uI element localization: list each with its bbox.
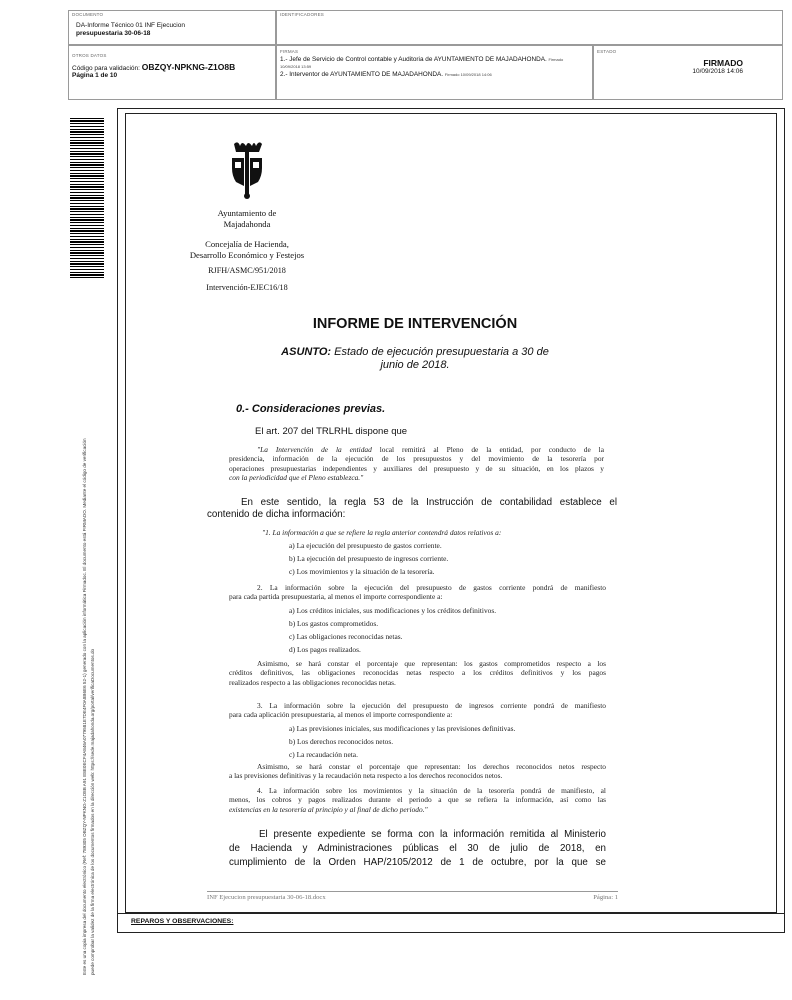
p2-summary: Asimismo, se hará constar el porcentaje que representan: los gastos comprometidos respecto a los créditos definitivos, las obligaciones reconocidas netas respecto a los créditos definitivos y los pagos realizados respecto a las obligaciones reconocidas netas. <box>229 659 606 687</box>
p2-a: a) Los créditos iniciales, sus modificaciones y los créditos definitivos. <box>289 606 497 615</box>
firma-2: 2.- Interventor de AYUNTAMIENTO DE MAJADAHONDA. Firmado 10/09/2018 14:06 <box>280 71 492 78</box>
estado-date: 10/09/2018 14:06 <box>692 68 743 75</box>
letterhead-dept: Concejalía de Hacienda, Desarrollo Económico y Festejos <box>189 239 305 260</box>
p3-block: 3. La información sobre la ejecución del presupuesto de ingresos corriente pondrá de manifiesto para cada aplicación presupuestaria, al menos el importe correspondiente a: <box>229 701 606 720</box>
documento-line1: DA-Informe Técnico 01 INF Ejecucion <box>76 22 185 29</box>
p4-block: 4. La información sobre los movimientos y la situación de la tesorería pondrá de manifiesto, al menos, los cobros y pagos realizados durante el periodo a que se refiera la información, así como las existencias en la tesorería al principio y al final de dicho periodo." <box>229 786 606 814</box>
footer-page: Página: 1 <box>593 894 618 901</box>
p3-a: a) Las previsiones iniciales, sus modificaciones y las previsiones definitivas. <box>289 724 516 733</box>
p2-block: 2. La información sobre la ejecución del presupuesto de gastos corriente pondrá de manifiesto para cada partida presupuestaria, al menos el importe correspondiente a: <box>229 583 606 602</box>
side-validation-text-2: puede comprobar la validez de la firma electrónica de los documentos firmados en la dirección web: https://sede.majadahonda.org/portal/verificaDocumentos.do <box>90 648 95 975</box>
list1-head: "1. La información a que se refiere la regla anterior contendrá datos relativos a: <box>262 528 502 537</box>
side-validation-text-1: Este es una copia impresa del documento electrónico (Ref: 789305 OBZQY-NPKNG-Z1O8B A91 E8E0ECF4A846A0779581E7DE4F0A8B6E6 52-1) generado con la aplicación informática Firmadoc. El documento está FIRMADO. Mediante el código de verificación <box>82 438 87 975</box>
list1-a: a) La ejecución del presupuesto de gastos corriente. <box>289 541 442 550</box>
otros-label: OTROS DATOS <box>72 53 107 58</box>
pagina-label: Página 1 de 10 <box>72 72 118 79</box>
documento-line2: presupuestaria 30-06-18 <box>76 30 151 37</box>
page-title: INFORME DE INTERVENCIÓN <box>312 316 518 332</box>
asunto: ASUNTO: Estado de ejecución presupuestaria a 30 de junio de 2018. <box>281 346 549 371</box>
intro-text: El art. 207 del TRLRHL dispone que <box>255 426 408 437</box>
p2-b: b) Los gastos comprometidos. <box>289 619 379 628</box>
firma-1-date: 10/09/2018 13:59 <box>280 64 312 69</box>
codigo-validacion: Código para validación: OBZQY-NPKNG-Z1O8B <box>72 62 236 72</box>
p2-c: c) Las obligaciones reconocidas netas. <box>289 632 403 641</box>
p2-d: d) Los pagos realizados. <box>289 645 361 654</box>
reparos-divider <box>117 913 785 914</box>
identificadores-label: IDENTIFICADORES <box>280 12 325 17</box>
letterhead-org: Ayuntamiento de Majadahonda <box>217 208 277 229</box>
footer-rule <box>207 891 618 892</box>
letterhead-ref2: Intervención-EJEC16/18 <box>206 283 288 292</box>
list1-c: c) Los movimientos y la situación de la tesorería. <box>289 567 435 576</box>
quote-block: "La Intervención de la entidad local remitirá al Pleno de la entidad, por conducto de la presidencia, información de la ejecución de los presupuestos y del movimiento de la tesorería por operaciones presupuestarias independientes y auxiliares del presupuesto y de su situación, en los plazos y con la periodicidad que el Pleno establezca." <box>229 445 604 483</box>
header-identificadores-box <box>276 10 783 45</box>
reparos-label: REPAROS Y OBSERVACIONES: <box>131 918 234 925</box>
p3-c: c) La recaudación neta. <box>289 750 358 759</box>
list1-b: b) La ejecución del presupuesto de ingresos corriente. <box>289 554 449 563</box>
p3-b: b) Los derechos reconocidos netos. <box>289 737 394 746</box>
estado-label: ESTADO <box>597 49 617 54</box>
closing-paragraph: El presente expediente se forma con la información remitida al Ministerio de Hacienda y Administraciones públicas el 30 de julio de 2018, en cumplimiento de la Orden HAP/2105/2012 de 1 de octubre, por la que se <box>229 829 606 868</box>
section-heading: 0.- Consideraciones previas. <box>236 403 386 415</box>
barcode <box>70 118 104 278</box>
documento-label: DOCUMENTO <box>72 12 104 17</box>
firmas-label: FIRMAS <box>280 49 299 54</box>
letterhead-ref1: RJFH/ASMC/951/2018 <box>208 266 286 275</box>
regla-paragraph: En este sentido, la regla 53 de la Instrucción de contabilidad establece el contenido de dicha información: <box>207 497 617 520</box>
p3-summary: Asimismo, se hará constar el porcentaje que representan: los derechos reconocidos netos respecto a las previsiones definitivas y la recaudación neta respecto a los derechos reconocidos netos. <box>229 762 606 781</box>
coat-of-arms-icon <box>226 140 268 202</box>
footer-filename: INF Ejecucion presupuestaria 30-06-18.docx <box>207 894 326 901</box>
firma-1: 1.- Jefe de Servicio de Control contable y Auditoria de AYUNTAMIENTO DE MAJADAHONDA. Firmado <box>280 56 564 63</box>
estado-value: FIRMADO <box>703 58 743 68</box>
